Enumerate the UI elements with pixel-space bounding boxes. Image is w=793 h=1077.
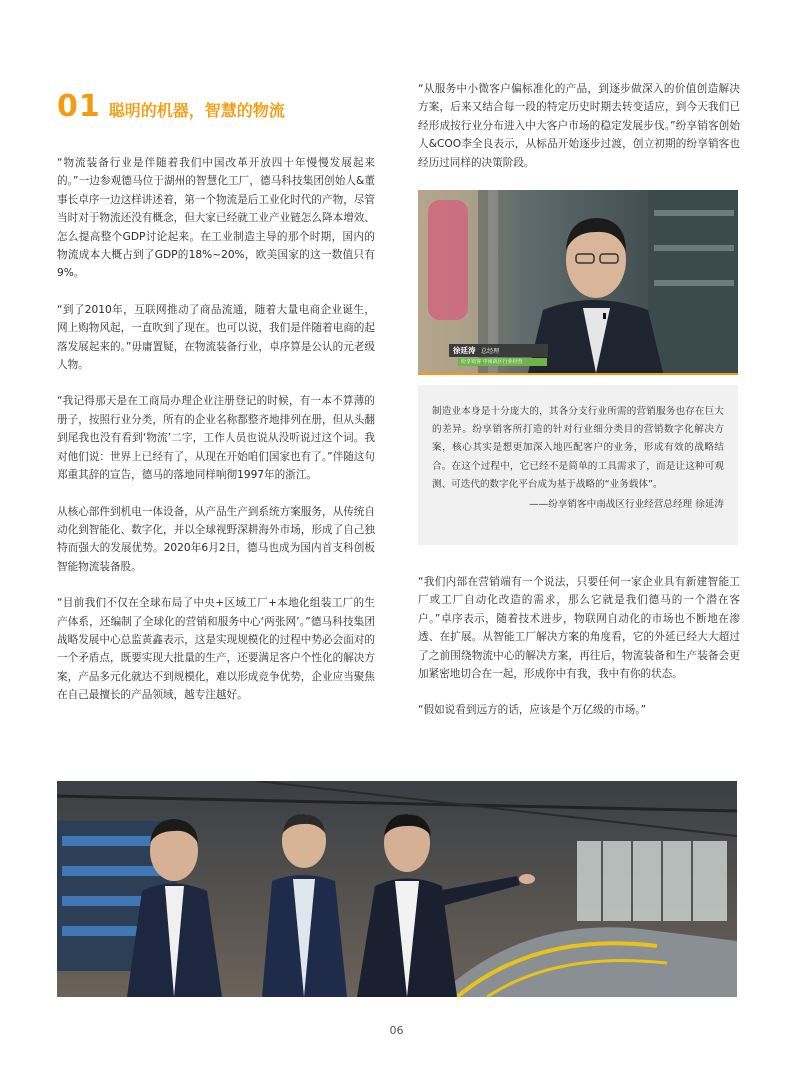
body-paragraph: “目前我们不仅在全球布局了中央+区域工厂+本地化组装工厂的生产体系，还编制了全球化的营销和服务中心‘两张网’。”德马科技集团战略发展中心总监黄鑫表示，这是实现规模化的过程中势必会面对的一个矛盾点，既要实现大批量的生产，还要满足客户个性化的解决方案，产品多元化就达不到规模化，难以形成竞争优势，企业应当聚焦在自己最擅长的产品领域，越专注越好。 (57, 597, 375, 702)
pull-quote-text: 制造业本身是十分庞大的，其各分支行业所需的营销服务也存在巨大的差异。纷享销客所打造的针对行业细分类目的营销数字化解决方案，核心其实是想更加深入地匹配客户的业务，形成有效的战略结合。在这个过程中，它已经不是简单的工具需求了，而是让这种可观测、可迭代的数字化平台成为基于战略的“业务载体”。 (432, 406, 724, 490)
caption-subtitle: 纷享销客 中南战区行业经营 (458, 358, 547, 366)
interview-photo (418, 190, 738, 373)
factory-tour-photo (57, 781, 737, 997)
section-heading (57, 90, 375, 124)
photo-divider (418, 373, 738, 375)
caption-name: 徐延涛 (453, 346, 476, 356)
section-number: 01 (57, 89, 101, 124)
caption-name-bar (449, 344, 548, 357)
body-paragraph: “我们内部在营销端有一个说法，只要任何一家企业具有新建智能工厂或工厂自动化改造的需求，那么它就是我们德马的一个潜在客户。”卓序表示，随着技术进步，物联网自动化的市场也不断地在渗透、在扩展。从智能工厂解决方案的角度看，它的外延已经大大超过了之前围绕物流中心的解决方案，再往后，物流装备和生产装备会更加紧密地切合在一起，形成你中有我，我中有你的状态。 (418, 576, 740, 681)
pull-quote-signature: ——纷享销客中南战区行业经营总经理 徐延涛 (529, 499, 724, 511)
section-title: 聪明的机器，智慧的物流 (108, 101, 285, 120)
page-number: 06 (389, 1024, 404, 1037)
body-paragraph: “假如说看到远方的话，应该是个万亿级的市场。” (418, 704, 647, 717)
caption-role: 总经理 (481, 348, 500, 356)
right-column (418, 80, 740, 738)
factory-tour-image (57, 781, 737, 997)
body-paragraph: “我记得那天是在工商局办理企业注册登记的时候，有一本不算薄的册子，按照行业分类，所有的企业名称都整齐地排列在册，但从头翻到尾我也没有看到‘物流’二字，工作人员也说从没听说过这个词。我对他们说：世界上已经有了，从现在开始咱们国家也有了。”伴随这句郑重其辞的宣告，德马的落地同样响彻1997年的浙江。 (57, 395, 375, 482)
body-paragraph: “到了2010年，互联网推动了商品流通，随着大量电商企业诞生，网上购物风起，一直吹到了现在。也可以说，我们是伴随着电商的起落发展起来的。”毋庸置疑，在物流装备行业，卓序算是公认的元老级人物。 (57, 303, 375, 372)
left-column (57, 90, 375, 723)
pull-quote-box (418, 385, 738, 545)
body-paragraph: 从核心部件到机电一体设备，从产品生产到系统方案服务，从传统自动化到智能化、数字化，并以全球视野深耕海外市场，形成了自己独特而强大的发展优势。2020年6月2日，德马也成为国内首支科创板智能物流装备股。 (57, 505, 375, 573)
body-paragraph: “从服务中小微客户偏标准化的产品，到逐步做深入的价值创造解决方案，后来又结合每一段的特定历史时期去转变适应，到今天我们已经形成按行业分布进入中大客户市场的稳定发展步伐。”纷享销客创始人&COO李全良表示，从标品开始逐步过渡，创立初期的纷享销客也经历过同样的决策阶段。 (418, 83, 740, 169)
body-paragraph: “物流装备行业是伴随着我们中国改革开放四十年慢慢发展起来的。”一边参观德马位于湖州的智慧化工厂，德马科技集团创始人&董事长卓序一边这样讲述着，第一个物流是后工业化时代的产物，尽管当时对于物流还没有概念，但大家已经就工业产业链怎么降本增效、怎么提高整个GDP讨论起来。在工业制造主导的那个时期，国内的物流成本大概占到了GDP的18%~20%，欧美国家的这一数值只有9%。 (57, 157, 375, 280)
